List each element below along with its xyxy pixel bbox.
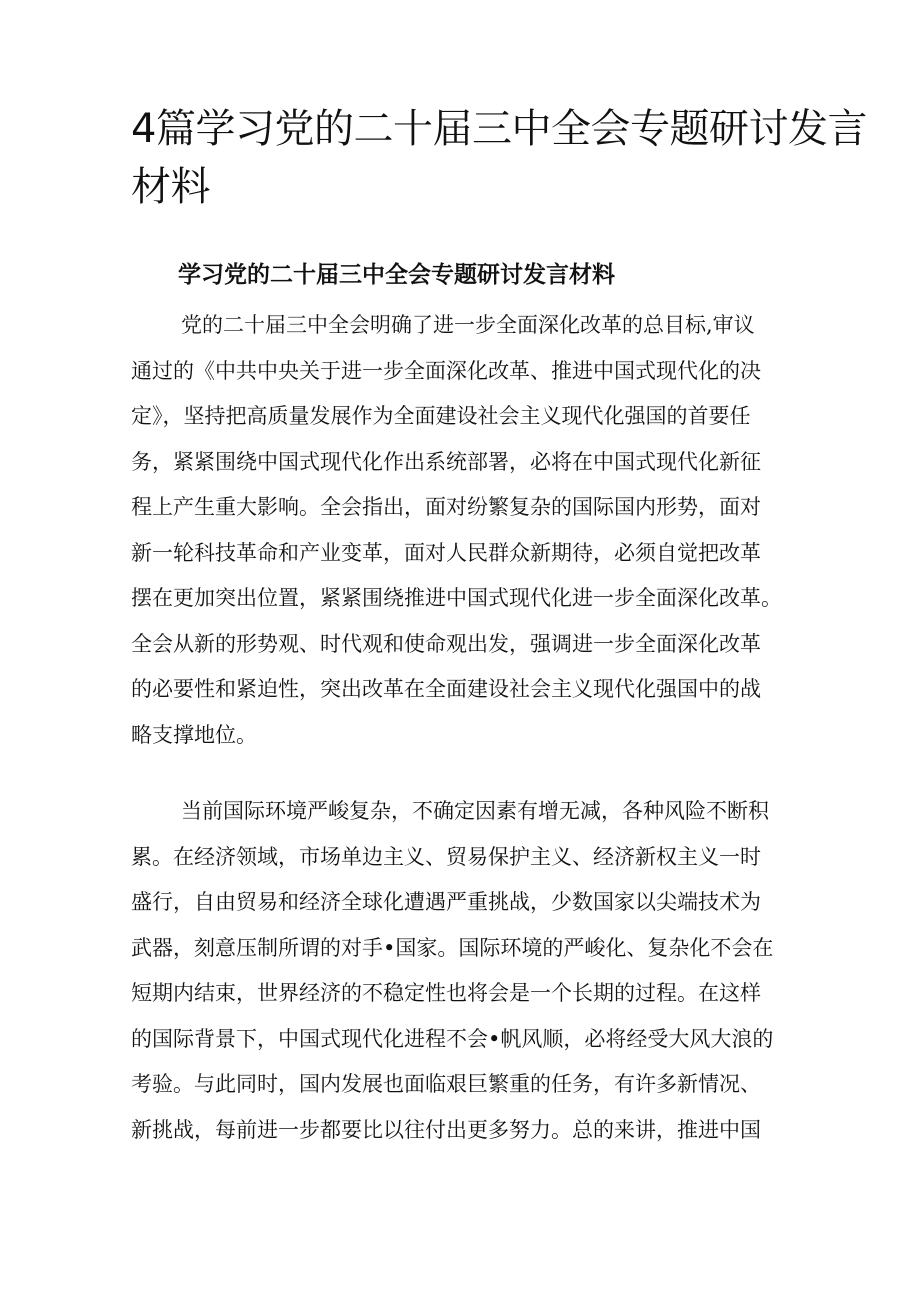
paragraph-line: 摆在更加突出位置，紧紧围绕推进中国式现代化进一步全面深化改革。 xyxy=(131,586,782,610)
paragraph-line: 新一轮科技革命和产业变革，面对人民群众新期待，必须自觉把改革 xyxy=(131,540,761,565)
paragraph-line: 定》，坚持把高质量发展作为全面建设社会主义现代化强国的首要任 xyxy=(131,404,751,428)
paragraph-line: 新挑战，每前进一步都要比以往付出更多努力。总的来讲，推进中国 xyxy=(131,1117,761,1142)
paragraph-line: 当前国际环境严峻复杂，不确定因素有增无减，各种风险不断积 xyxy=(181,799,769,823)
paragraph-line: 考验。与此同时，国内发展也面临艰巨繁重的任务，有许多新情况、 xyxy=(131,1072,761,1096)
paragraph-line: 全会从新的形势观、时代观和使命观出发，强调进一步全面深化改革 xyxy=(131,631,761,656)
paragraph-line: 略支撑地位。 xyxy=(131,722,257,747)
paragraph-line: 盛行，自由贸易和经济全球化遭遇严重挑战，少数国家以尖端技术为 xyxy=(131,890,761,914)
document-title-line: 材料 xyxy=(131,164,210,210)
paragraph-2 xyxy=(131,789,795,1153)
paragraph-line: 累。在经济领域，市场单边主义、贸易保护主义、经济新权主义一时 xyxy=(131,844,761,869)
document-title xyxy=(131,100,867,216)
section-title: 学习党的二十届三中全会专题研讨发言材料 xyxy=(178,262,615,288)
paragraph-line: 短期内结束，世界经济的不稳定性也将会是一个长期的过程。在这样 xyxy=(131,981,761,1005)
paragraph-line: 通过的《中共中央关于进一步全面深化改革、推进中国式现代化的决 xyxy=(131,358,761,383)
paragraph-1 xyxy=(131,303,795,758)
paragraph-line: 党的二十届三中全会明确了进一步全面深化改革的总目标,审议 xyxy=(181,313,755,337)
paragraph-line: 的必要性和紧迫性，突出改革在全面建设社会主义现代化强国中的战 xyxy=(131,677,761,701)
paragraph-line: 程上产生重大影响。全会指出，面对纷繁复杂的国际国内形势，面对 xyxy=(131,495,761,519)
paragraph-line: 的国际背景下，中国式现代化进程不会•帆风顺，必将经受大风大浪的 xyxy=(131,1026,774,1051)
document-title-line: 4篇学习党的二十届三中全会专题研讨发言 xyxy=(131,106,867,152)
paragraph-line: 务，紧紧围绕中国式现代化作出系统部署，必将在中国式现代化新征 xyxy=(131,449,761,474)
paragraph-line: 武器，刻意压制所谓的对手•国家。国际环境的严峻化、复杂化不会在 xyxy=(131,935,774,960)
